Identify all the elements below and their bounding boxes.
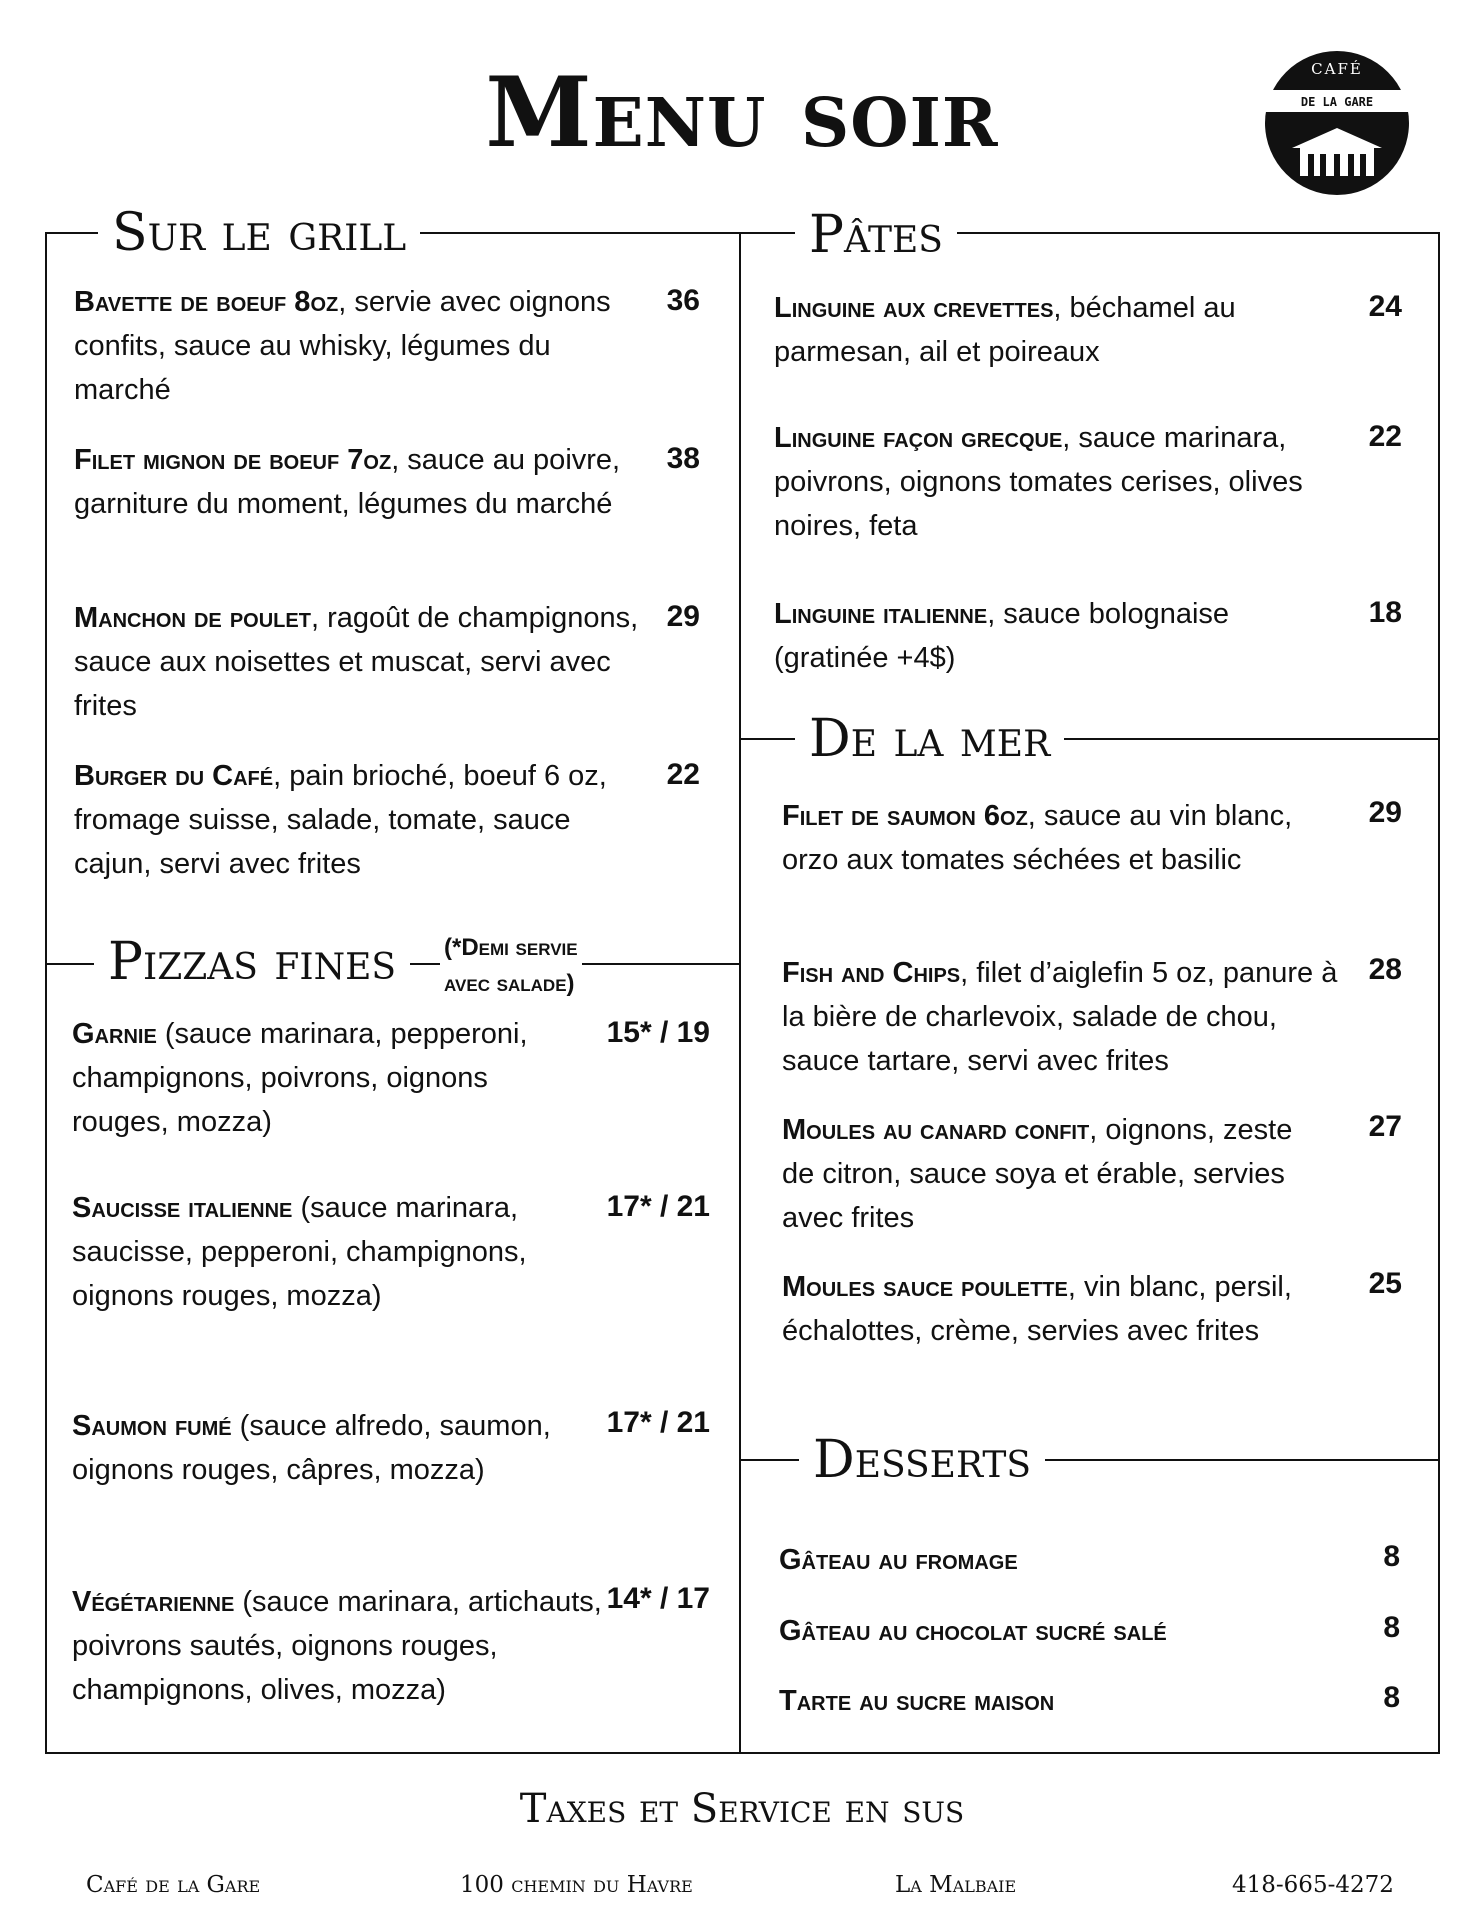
item-price: 15* / 19 [606,1016,710,1049]
page-title: Menu soir [485,56,999,169]
menu-item: Moules sauce poulette, vin blanc, persil, échalottes, crème, servies avec frites [782,1271,1292,1347]
menu-item: Végétarienne (sauce marinara, artichauts, poivrons sautés, oignons rouges, champignons, olives, mozza) [72,1586,602,1706]
item-price: 38 [666,442,700,475]
section-heading-mer: De la mer [795,709,1064,769]
item-price: 8 [1383,1611,1400,1644]
footer-name: Café de la Gare [86,1872,261,1898]
footer-city: La Malbaie [895,1872,1017,1898]
frame-right [1438,232,1440,1754]
menu-item: Bavette de boeuf 8oz, servie avec oignons confits, sauce au whisky, légumes du marché [74,286,611,406]
section-heading-pates: Pâtes [795,205,957,265]
item-price: 28 [1368,953,1402,986]
item-price: 25 [1368,1267,1402,1300]
menu-item: Manchon de poulet, ragoût de champignons, sauce aux noisettes et muscat, servi avec frites [74,602,639,722]
menu-item: Filet de saumon 6oz, sauce au vin blanc, orzo aux tomates séchées et basilic [782,800,1293,876]
menu-item: Moules au canard confit, oignons, zeste de citron, sauce soya et érable, servies avec frites [782,1114,1293,1234]
item-price: 17* / 21 [606,1406,710,1439]
menu-item: Saumon fumé (sauce alfredo, saumon, oignons rouges, câpres, mozza) [72,1410,551,1486]
menu-item: Linguine italienne, sauce bolognaise (gratinée +4$) [774,598,1230,674]
footer-phone: 418-665-4272 [1232,1872,1394,1898]
item-price: 18 [1368,596,1402,629]
menu-item: Burger du Café, pain brioché, boeuf 6 oz, fromage suisse, salade, tomate, sauce cajun, servi avec frites [74,760,607,880]
footer-address: 100 chemin du Havre [460,1872,693,1898]
item-price: 17* / 21 [606,1190,710,1223]
svg-text:DE LA GARE: DE LA GARE [1300,95,1374,109]
cafe-logo [1262,48,1412,198]
menu-item: Filet mignon de boeuf 7oz, sauce au poivre, garniture du moment, légumes du marché [74,444,621,520]
item-price: 22 [1368,420,1402,453]
item-price: 27 [1368,1110,1402,1143]
section-heading-desserts: Desserts [799,1430,1045,1490]
menu-item: Fish and Chips, filet d’aiglefin 5 oz, panure à la bière de charlevoix, salade de chou, sauce tartare, servi avec frites [782,957,1338,1077]
item-price: 22 [666,758,700,791]
menu-item: Linguine façon grecque, sauce marinara, poivrons, oignons tomates cerises, olives noires, feta [774,422,1303,542]
pizza-half-note: (*Demi servie avec salade) [440,930,582,1002]
item-price: 36 [666,284,700,317]
menu-item: Linguine aux crevettes, béchamel au parmesan, ail et poireaux [774,292,1236,368]
menu-item: Saucisse italienne (sauce marinara, saucisse, pepperoni, champignons, oignons rouges, mozza) [72,1192,527,1312]
svg-text:CAFÉ: CAFÉ [1311,60,1363,78]
frame-left [45,232,47,1754]
item-price: 8 [1383,1540,1400,1573]
item-price: 8 [1383,1681,1400,1714]
section-heading-grill: Sur le grill [98,203,420,263]
menu-item: Garnie (sauce marinara, pepperoni, champignons, poivrons, oignons rouges, mozza) [72,1018,528,1138]
section-heading-pizzas: Pizzas fines [94,932,410,992]
item-price: 29 [666,600,700,633]
dessert-item: Gâteau au fromage [779,1544,1018,1576]
dessert-item: Gâteau au chocolat sucré salé [779,1615,1167,1647]
dessert-item: Tarte au sucre maison [779,1685,1055,1717]
item-price: 24 [1368,290,1402,323]
item-price: 14* / 17 [606,1582,710,1615]
item-price: 29 [1368,796,1402,829]
taxes-note: Taxes et Service en sus [519,1786,965,1832]
frame-bottom [45,1752,1440,1754]
frame-divider [739,232,741,1754]
